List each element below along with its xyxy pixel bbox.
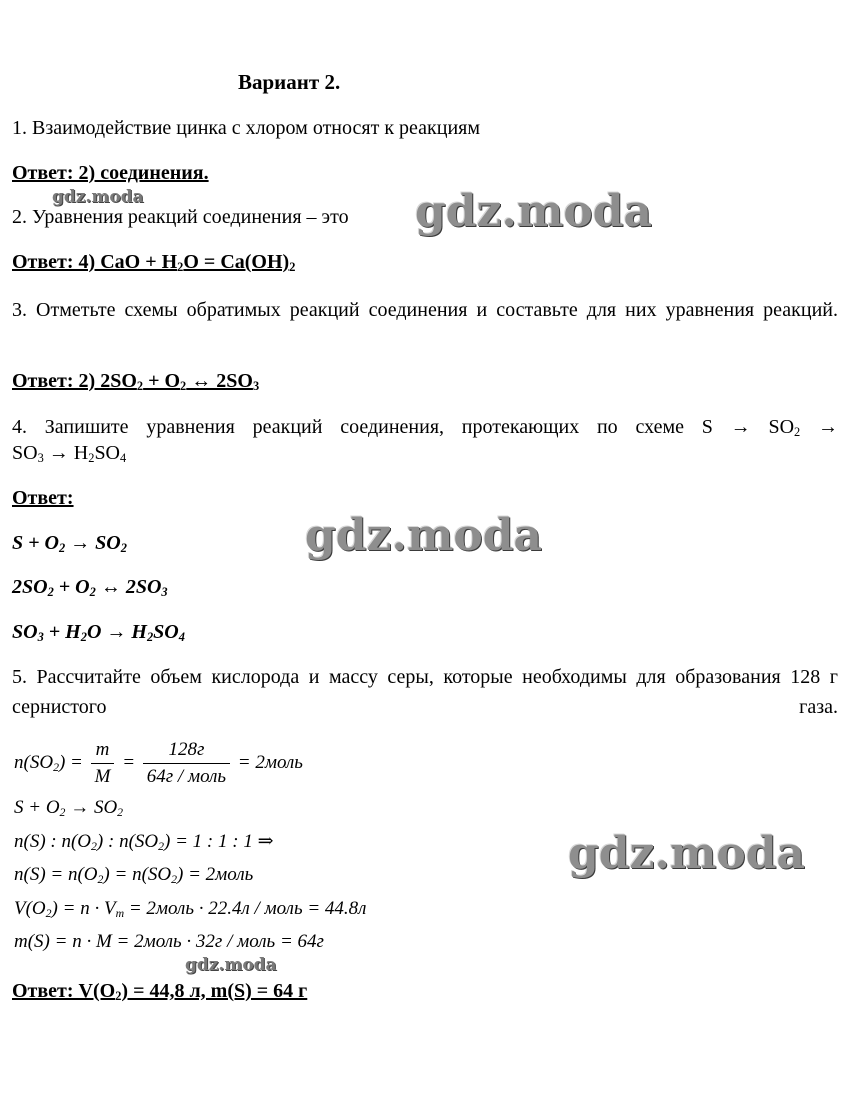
calc-line-6: m(S) = n · M = 2моль · 32г / моль = 64г (14, 931, 324, 952)
calc-line-4: $n(S) = n(O_2) = n(SO_2)$ = 2моль (14, 864, 254, 886)
question-4: 4. Запишите уравнения реакций соединения, протекающих по схеме $S \to SO_2$ → (12, 416, 838, 440)
watermark-logo: gdz.moda (568, 828, 806, 879)
watermark-logo: gdz.moda (415, 186, 653, 237)
equation-2: $2SO_2 + O_2$ ↔ $2SO_3$ (12, 576, 168, 600)
equation-3: $SO_3 + H_2O \to H_2SO_4$ (12, 621, 185, 645)
equation-1: $S + O_2 \to SO_2$ (12, 532, 127, 556)
answer-3: Ответ: 2) $2SO_2 + O_2$ ↔ $2SO_3$ (12, 370, 260, 394)
answer-4-label: Ответ: (12, 487, 74, 509)
question-4-line2: $SO_3 \to H_2SO_4$ (12, 442, 127, 466)
question-1: 1. Взаимодействие цинка с хлором относят к реакциям (12, 117, 481, 139)
fraction-128-over-64: $\frac{128г}{\text{64г / моль}}$ (143, 737, 230, 790)
calc-line-5: $V(O_2) = n \cdot V_m$ = 2моль · 22.4л / моль = 44.8л (14, 898, 367, 920)
question-5: 5. Рассчитайте объем кислорода и массу серы, которые необходимы для образования 128 г сернистого газа. (12, 666, 838, 718)
question-2: 2. Уравнения реакций соединения – это (12, 206, 349, 228)
calc-line-2: $S + O_2 \to SO_2$ (14, 797, 124, 819)
answer-2: Ответ: 4) CaO + $H_2O = Ca(OH)_2$ (12, 251, 296, 275)
page-title: Вариант 2. (238, 70, 341, 94)
watermark-small: gdz.moda (185, 955, 277, 975)
calc-line-1: $n(SO_2)$ = $\frac{m}{M}$ = $\frac{128г}{\text{64г / моль}}$ = 2моль (14, 737, 303, 790)
watermark-logo: gdz.moda (305, 510, 543, 561)
answer-5: Ответ: $V(O_2) = 44,8$ л, m(S) = 64 г (12, 980, 308, 1004)
question-3: 3. Отметьте схемы обратимых реакций соединения и составьте для них уравнения реакций. (12, 299, 838, 321)
calc-line-3: n(S) : $n(O_2)$ : $n(SO_2) = 1$ : 1 : 1 ⇒ (14, 831, 274, 853)
answer-1: Ответ: 2) соединения. (12, 162, 209, 184)
fraction-m-over-M: $\frac{m}{M}$ (91, 737, 115, 790)
watermark-small: gdz.moda (52, 187, 144, 207)
